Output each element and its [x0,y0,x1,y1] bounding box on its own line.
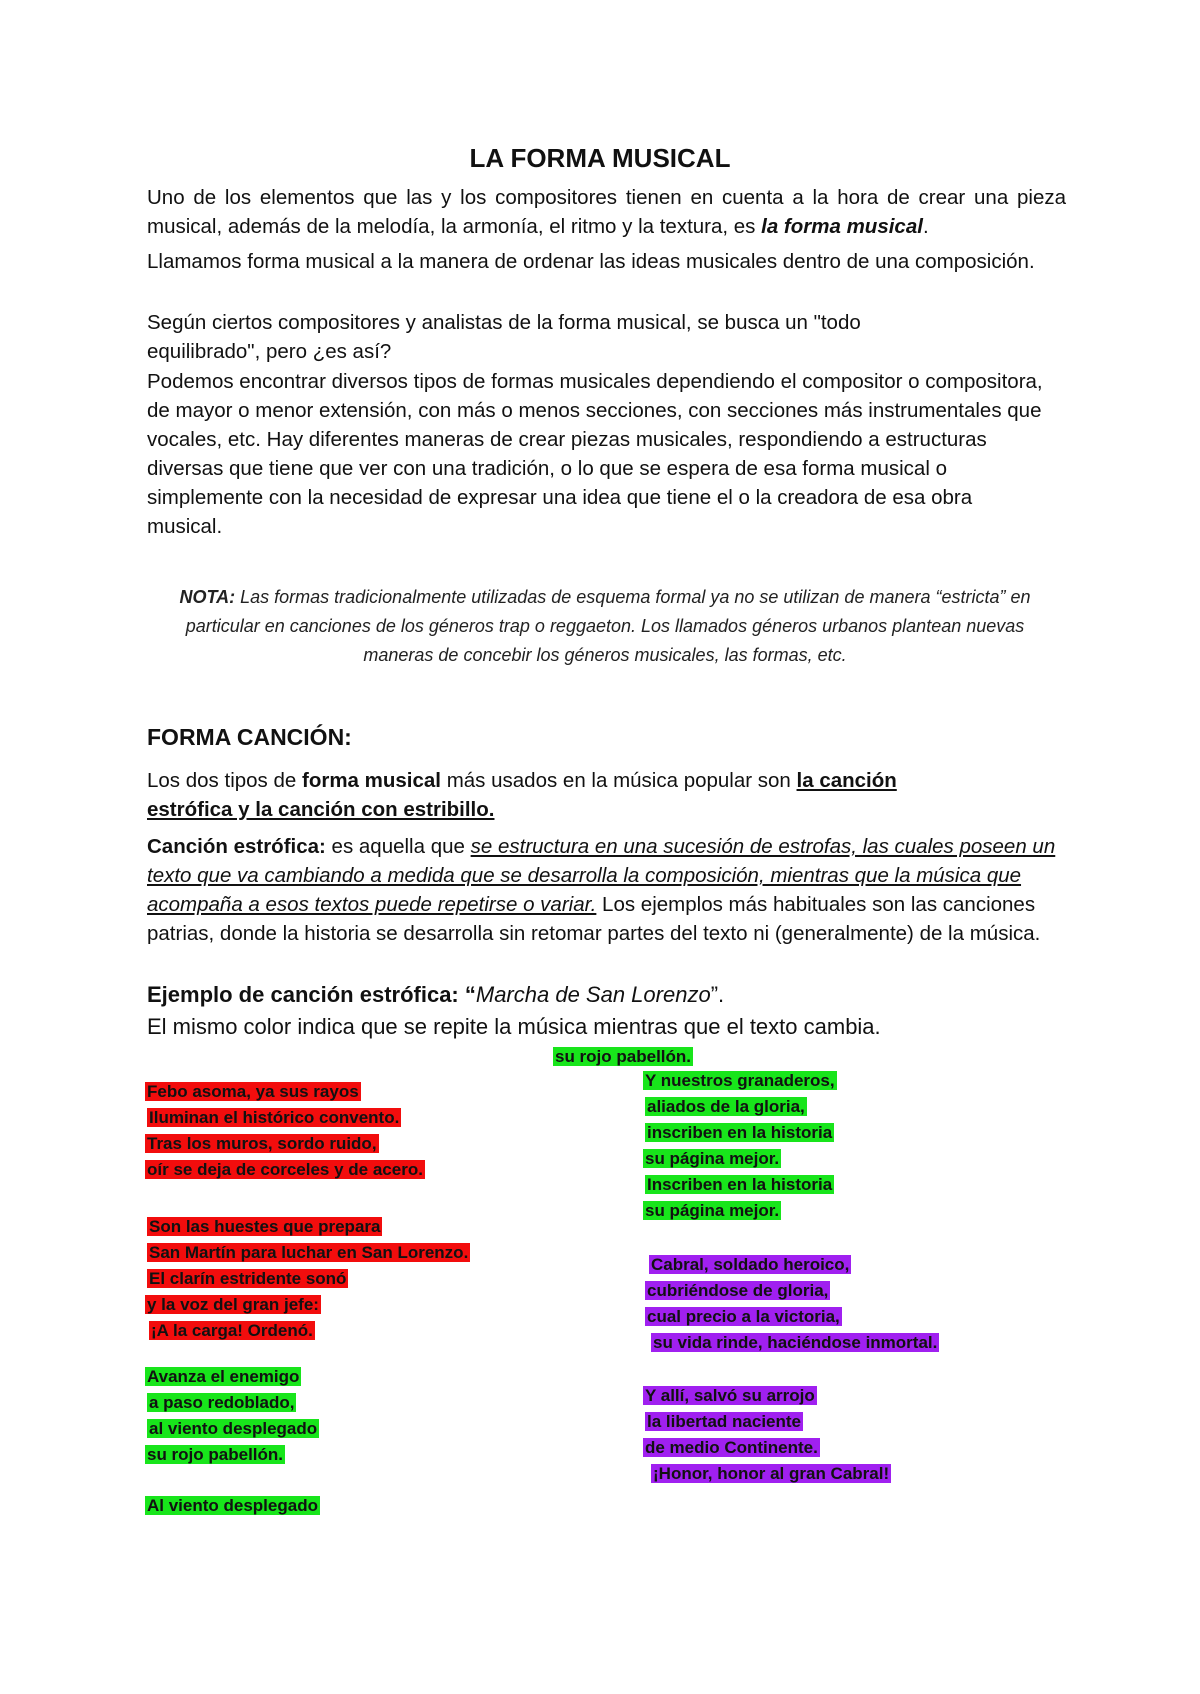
verse-text: El clarín estridente sonó [149,1269,347,1288]
verse-text: su rojo pabellón. [555,1047,692,1066]
verse-text: su rojo pabellón. [147,1445,284,1464]
estrofica-text-2: Los ejemplos más habituales son las canciones patrias, donde la historia se desarrolla sin retomar partes del texto ni (generalmente) de la música. [147,893,1041,945]
estrofica-paragraph [147,832,1062,948]
intro-paragraph-3: Según ciertos compositores y analistas de la forma musical, se busca un "todo equilibrado", pero ¿es así? [147,311,861,363]
verse-text: inscriben en la historia [647,1123,833,1142]
verse-text: de medio Continente. [645,1438,818,1457]
note-label: NOTA: [179,587,236,607]
verse-line [643,1385,817,1407]
intro-paragraph-4: Podemos encontrar diversos tipos de formas musicales dependiendo el compositor o compositora, de mayor o menor extensión, con más o menos secciones, con secciones más instrumentales que vocales, etc. Hay diferentes maneras de crear piezas musicales, respondiendo a estructuras diversas que tiene que ver con una tradición, o lo que se espera de esa forma musical o simplemente con la necesidad de expresar una idea que tiene el o la creadora de esa obra musical. [147,370,1043,538]
example-title [147,982,724,1008]
verse-text: su vida rinde, haciéndose inmortal. [653,1333,938,1352]
verse-text: Y nuestros granaderos, [645,1071,835,1090]
verse-line [147,1242,470,1264]
verse-text: su página mejor. [645,1201,780,1220]
verse-line [145,1294,321,1316]
verse-text: Tras los muros, sordo ruido, [147,1134,377,1153]
section-heading: FORMA CANCIÓN: [147,724,352,750]
verse-line [145,1495,320,1517]
note-text: Las formas tradicionalmente utilizadas de esquema formal ya no se utilizan de manera “estricta” en particular en canciones de los géneros trap o reggaeton. Los llamados géneros urbanos plantean nuevas maneras de concebir los géneros musicales, las formas, etc. [185,587,1031,665]
verse-line [643,1148,781,1170]
verse-line [645,1096,807,1118]
example-note: El mismo color indica que se repite la música mientras que el texto cambia. [147,1014,881,1039]
verse-line [645,1174,834,1196]
verse-text: Y allí, salvó su arrojo [645,1386,815,1405]
verse-text: y la voz del gran jefe: [147,1295,319,1314]
verse-line [147,1107,401,1129]
estrofica-text-1: es aquella que [325,835,471,858]
verse-line [145,1133,379,1155]
verse-line [147,1418,319,1440]
verse-line [147,1268,348,1290]
verse-line [645,1411,803,1433]
verse-text: Cabral, soldado heroico, [651,1255,850,1274]
intro-paragraph-1 [147,183,1066,241]
verse-line [643,1437,820,1459]
verse-text: ¡A la carga! Ordenó. [151,1321,313,1340]
verse-line [645,1122,834,1144]
verse-line [149,1320,315,1342]
types-highlight: la canción estrófica y la canción con estribillo. [147,769,897,821]
verse-text: cual precio a la victoria, [647,1307,840,1326]
verse-text: Son las huestes que prepara [149,1217,381,1236]
intro-paragraph-2: Llamamos forma musical a la manera de ordenar las ideas musicales dentro de una composición. [147,250,1035,273]
verse-line [553,1046,693,1068]
verse-line [147,1216,382,1238]
example-song: Marcha de San Lorenzo [475,982,711,1007]
verse-text: ¡Honor, honor al gran Cabral! [653,1464,890,1483]
types-text-1: Los dos tipos de [147,769,302,792]
example-label: Ejemplo de canción estrófica: [147,982,465,1007]
verse-text: Inscriben en la historia [647,1175,833,1194]
verse-text: aliados de la gloria, [647,1097,805,1116]
verse-line [147,1392,296,1414]
verse-line [651,1463,891,1485]
verse-text: oír se deja de corceles y de acero. [147,1160,423,1179]
intro-p1-text: Uno de los elementos que las y los compositores tienen en cuenta a la hora de crear una pieza musical, además de la melodía, la armonía, el ritmo y la textura, es [147,186,1066,238]
page-title: LA FORMA MUSICAL [469,143,731,173]
verse-text: su página mejor. [645,1149,780,1168]
verse-text: Iluminan el histórico convento. [149,1108,400,1127]
estrofica-definition: se estructura en una sucesión de estrofas, las cuales poseen un texto que va cambiando a medida que se desarrolla la composición, mientras que la música que acompaña a esos textos puede repetirse o variar. [147,835,1056,916]
verse-line [145,1081,361,1103]
verse-line [645,1280,830,1302]
verse-text: a paso redoblado, [149,1393,295,1412]
verse-line [145,1366,301,1388]
example-open-quote: “ [464,982,476,1007]
intro-p1-emphasis: la forma musical [761,215,923,238]
types-text-2: más usados en la música popular son [441,769,797,792]
intro-p1-end: . [922,215,929,238]
verse-text: Febo asoma, ya sus rayos [147,1082,359,1101]
example-close-quote: ”. [710,982,725,1007]
verse-line [643,1070,837,1092]
verse-text: la libertad naciente [647,1412,801,1431]
verse-line [649,1254,851,1276]
verse-line [645,1306,842,1328]
verse-line [145,1159,425,1181]
verse-line [651,1332,939,1354]
verse-text: Avanza el enemigo [147,1367,300,1386]
types-form-term: forma musical [302,769,441,792]
estrofica-label: Canción estrófica: [147,835,326,858]
note-paragraph [170,583,1040,670]
verse-line [145,1444,285,1466]
verse-text: al viento desplegado [149,1419,318,1438]
verse-text: cubriéndose de gloria, [647,1281,829,1300]
verse-line [643,1200,781,1222]
verse-text: Al viento desplegado [147,1496,318,1515]
verse-text: San Martín para luchar en San Lorenzo. [149,1243,469,1262]
types-paragraph [147,766,977,824]
